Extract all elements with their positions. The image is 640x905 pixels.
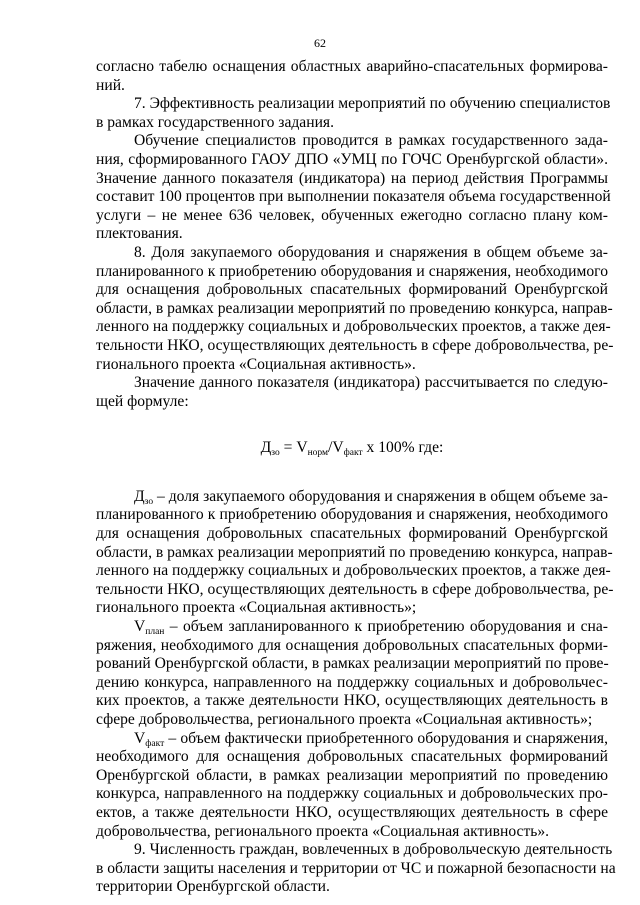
text-line: щей формуле: xyxy=(96,392,189,410)
paragraph-item-9 xyxy=(96,841,616,897)
formula-tail: x 100% где: xyxy=(362,439,444,457)
paragraph-item-7 xyxy=(96,95,611,132)
text-line: ний. xyxy=(96,76,125,94)
text-line: Значение данного показателя (индикатора) рассчитывается по следую- xyxy=(134,374,608,392)
definition-text: – доля закупаемого оборудования и снаряжения в общем объеме за- xyxy=(153,487,608,505)
text-line: территории Оренбургской области. xyxy=(96,878,330,896)
formula xyxy=(96,439,608,458)
text-line: в области защиты населения и территории от ЧС и пожарной безопасности на xyxy=(96,859,616,877)
paragraph-training xyxy=(96,132,611,244)
text-line: Оренбургской области, в рамках реализации мероприятий по проведению xyxy=(96,766,608,784)
text-line: 9. Численность граждан, вовлеченных в добровольческую деятельность xyxy=(134,841,613,859)
page-number: 62 xyxy=(314,36,326,50)
text-line: плектования. xyxy=(96,225,183,243)
paragraph-item-8 xyxy=(96,243,614,374)
text-line: дению конкурса, направленного на поддержку социальных и добровольчес- xyxy=(96,673,608,691)
text-line: услуги – не менее 636 человек, обученных ежегодно согласно плану ком- xyxy=(96,206,608,224)
formula-lhs: Д xyxy=(260,439,272,457)
text-line: конкурса, направленного на поддержку социальных и добровольческих про- xyxy=(96,785,608,803)
text-line xyxy=(96,488,608,507)
text-line: ких проектов, а также деятельности НКО, осуществляющих деятельность в xyxy=(96,692,608,710)
formula-equals: = V xyxy=(279,439,308,457)
paragraph-formula-intro xyxy=(96,374,608,411)
definition-text: – объем запланированного к приобретению оборудования и сна- xyxy=(164,618,608,636)
text-line: ленного на поддержку социальных и добровольческих проектов, а также дея- xyxy=(96,562,611,580)
symbol-v-plan: V xyxy=(134,618,146,636)
text-line: ектов, а также деятельности НКО, осуществляющих деятельность в сфере xyxy=(96,803,608,821)
text-line: области, в рамках реализации мероприятий по проведению конкурса, направ- xyxy=(96,543,613,561)
formula-slash: /V xyxy=(328,439,344,457)
formula-denominator-subscript: факт xyxy=(343,448,363,459)
text-line: Значение данного показателя (индикатора) на период действия Программы xyxy=(96,169,608,187)
text-line: гионального проекта «Социальная активность»; xyxy=(96,599,417,617)
text-line: тельности НКО, осуществляющих деятельность в сфере добровольчества, ре- xyxy=(96,580,614,598)
text-line: планированного к приобретению оборудования и снаряжения, необходимого xyxy=(96,506,608,524)
formula-lhs-subscript: зо xyxy=(271,448,280,459)
paragraph-1 xyxy=(96,58,608,95)
symbol-v-fact: V xyxy=(134,729,146,747)
document-body xyxy=(96,58,616,897)
definition-d xyxy=(96,487,614,618)
text-line: 8. Доля закупаемого оборудования и снаряжения в общем объеме за- xyxy=(134,243,608,261)
text-line: гионального проекта «Социальная активность». xyxy=(96,355,416,373)
definition-v-fact xyxy=(96,730,608,842)
definition-v-plan xyxy=(96,618,608,730)
text-line: тельности НКО, осуществляющих деятельность в сфере добровольчества, ре- xyxy=(96,336,614,354)
text-line: в рамках государственного задания. xyxy=(96,113,334,131)
symbol-d-subscript: зо xyxy=(144,496,154,507)
symbol-d: Д xyxy=(134,487,145,505)
text-line: 7. Эффективность реализации мероприятий по обучению специалистов xyxy=(134,95,611,113)
text-line: рований Оренбургской области, в рамках реализации мероприятий по прове- xyxy=(96,655,609,673)
symbol-v-fact-subscript: факт xyxy=(145,738,165,749)
text-line: ряжения, необходимого для оснащения добровольных спасательных форми- xyxy=(96,636,608,654)
text-line: необходимого для оснащения добровольных спасательных формирований xyxy=(96,748,608,766)
text-line xyxy=(96,730,608,749)
text-line: ния, сформированного ГАОУ ДПО «УМЦ по ГОЧС Оренбургской области». xyxy=(96,150,608,168)
text-line: Обучение специалистов проводится в рамках государственного зада- xyxy=(134,132,608,150)
definition-text: – объем фактически приобретенного оборудования и снаряжения, xyxy=(164,729,608,747)
symbol-v-plan-subscript: план xyxy=(145,627,165,638)
text-line: ленного на поддержку социальных и добровольческих проектов, а также дея- xyxy=(96,318,611,336)
text-line: для оснащения добровольных спасательных формирований Оренбургской xyxy=(96,525,608,543)
text-line: планированного к приобретению оборудования и снаряжения, необходимого xyxy=(96,262,608,280)
text-line: сфере добровольчества, регионального проекта «Социальная активность»; xyxy=(96,711,593,728)
text-line: составит 100 процентов при выполнении показателя объема государственной xyxy=(96,188,611,206)
text-line: для оснащения добровольных спасательных формирований Оренбургской xyxy=(96,281,608,299)
text-line: добровольчества, регионального проекта «Социальная активность». xyxy=(96,822,550,840)
text-line xyxy=(96,618,608,637)
formula-numerator-subscript: норм xyxy=(307,448,329,459)
text-line: области, в рамках реализации мероприятий по проведению конкурса, направ- xyxy=(96,299,613,317)
text-line: согласно табелю оснащения областных аварийно-спасательных формирова- xyxy=(96,58,608,75)
